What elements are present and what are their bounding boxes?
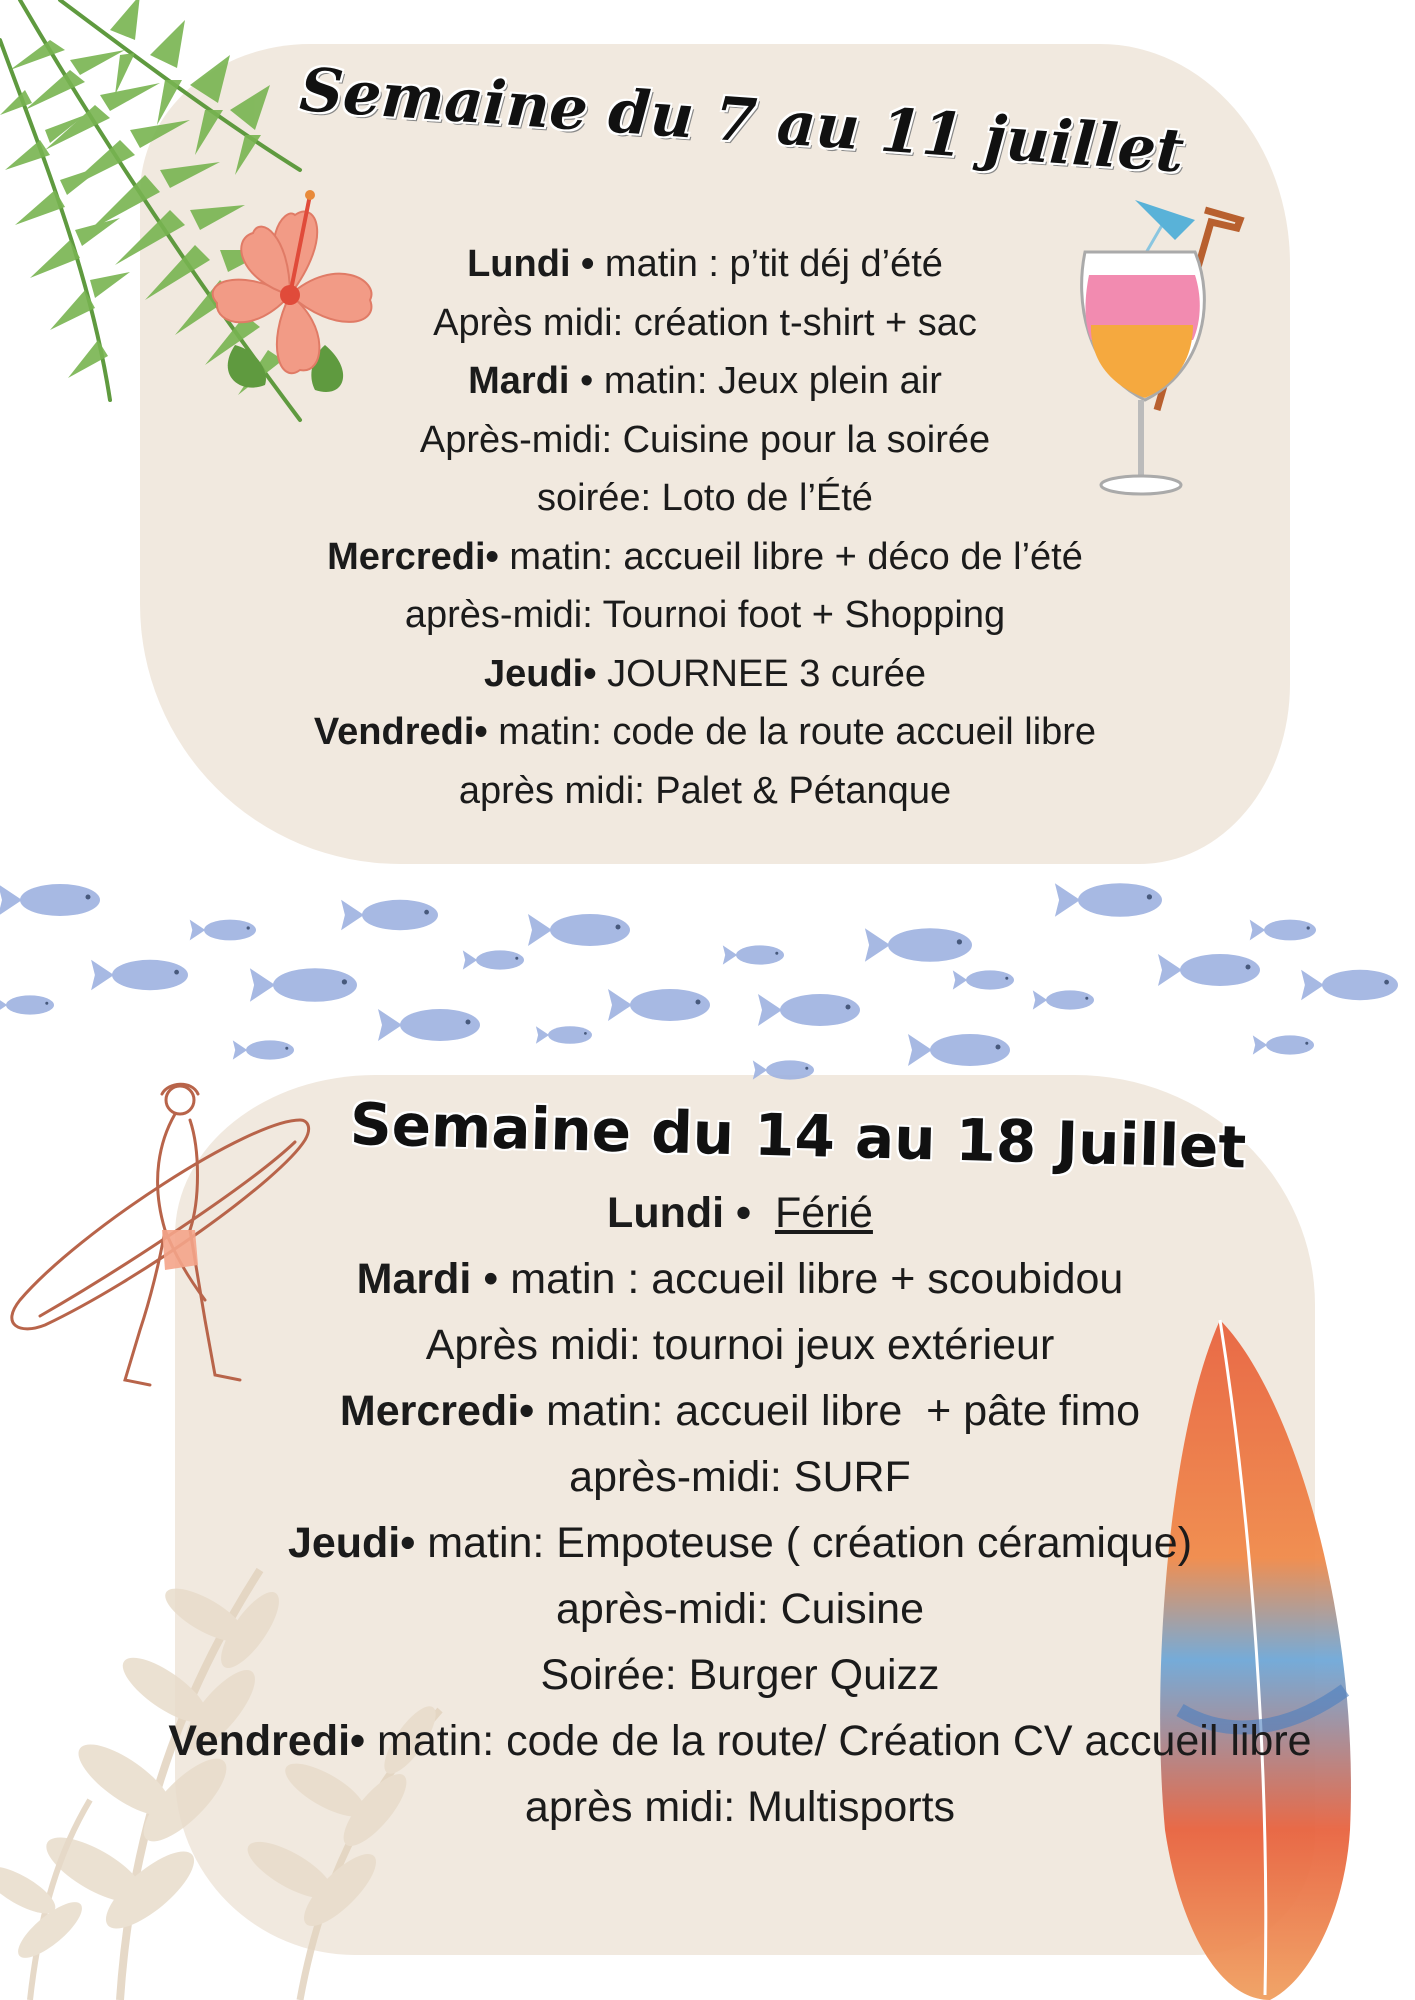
activity-text: après midi: Palet & Pétanque <box>458 769 952 812</box>
activity-text: Après-midi: Cuisine pour la soirée <box>419 418 991 461</box>
schedule-line <box>40 1510 1415 1576</box>
activity-text: matin: accueil libre + pâte fimo <box>534 1387 1141 1435</box>
schedule-line <box>40 1180 1415 1246</box>
schedule-line <box>150 703 1260 762</box>
activity-text <box>751 1189 775 1237</box>
activity-text: après midi: Multisports <box>524 1783 956 1831</box>
activity-text: matin: accueil libre + déco de l’été <box>498 535 1083 578</box>
week1-title: Semaine du 7 au 11 juillet <box>297 55 1187 187</box>
fish-icon <box>0 860 1415 1100</box>
holiday-note: Férié <box>774 1189 873 1237</box>
schedule-line <box>150 294 1260 353</box>
activity-text: matin: code de la route/ Création CV accueil libre <box>365 1717 1312 1765</box>
day-label: Mercredi• <box>327 535 499 578</box>
activity-text: après-midi: Tournoi foot + Shopping <box>404 594 1006 636</box>
schedule-line <box>150 645 1260 704</box>
schedule-line <box>150 411 1260 470</box>
week2-schedule <box>40 1180 1415 1840</box>
day-label: Mardi <box>468 360 570 402</box>
schedule-line <box>40 1708 1415 1774</box>
activity-text: après-midi: Cuisine <box>555 1585 925 1633</box>
schedule-line <box>150 235 1260 294</box>
day-label: Vendredi• <box>168 1717 366 1765</box>
schedule-line <box>40 1246 1415 1312</box>
schedule-line <box>40 1378 1415 1444</box>
day-label: Lundi • <box>467 243 595 285</box>
activity-text: Après midi: tournoi jeux extérieur <box>425 1321 1055 1369</box>
activity-text: matin: code de la route accueil libre <box>487 711 1097 753</box>
schedule-line <box>40 1444 1415 1510</box>
day-label: Lundi • <box>607 1189 752 1237</box>
schedule-line <box>40 1774 1415 1840</box>
activity-text: JOURNEE 3 curée <box>596 652 926 695</box>
schedule-line <box>40 1642 1415 1708</box>
schedule-line <box>150 762 1260 821</box>
activity-text: après-midi: SURF <box>569 1453 911 1501</box>
schedule-line <box>150 352 1260 411</box>
activity-text: soirée: Loto de l’Été <box>537 477 873 519</box>
schedule-line <box>40 1576 1415 1642</box>
activity-text: Après midi: création t-shirt + sac <box>433 301 977 344</box>
day-label: Mardi <box>356 1255 472 1303</box>
activity-text: matin : p’tit déj d’été <box>594 243 943 285</box>
week1-schedule <box>150 235 1260 820</box>
activity-text: • matin: Jeux plein air <box>569 360 942 402</box>
week2-title: Semaine du 14 au 18 Juillet <box>349 1090 1247 1182</box>
day-label: Jeudi• <box>287 1519 416 1567</box>
activity-text: • matin : accueil libre + scoubidou <box>471 1255 1124 1303</box>
day-label: Mercredi• <box>339 1387 535 1435</box>
activity-text: Soirée: Burger Quizz <box>540 1651 940 1699</box>
schedule-line <box>150 528 1260 587</box>
day-label: Vendredi• <box>313 711 488 753</box>
schedule-line <box>150 586 1260 645</box>
day-label: Jeudi• <box>483 652 597 695</box>
schedule-line <box>150 469 1260 528</box>
activity-text: matin: Empoteuse ( création céramique) <box>415 1519 1193 1567</box>
schedule-line <box>40 1312 1415 1378</box>
